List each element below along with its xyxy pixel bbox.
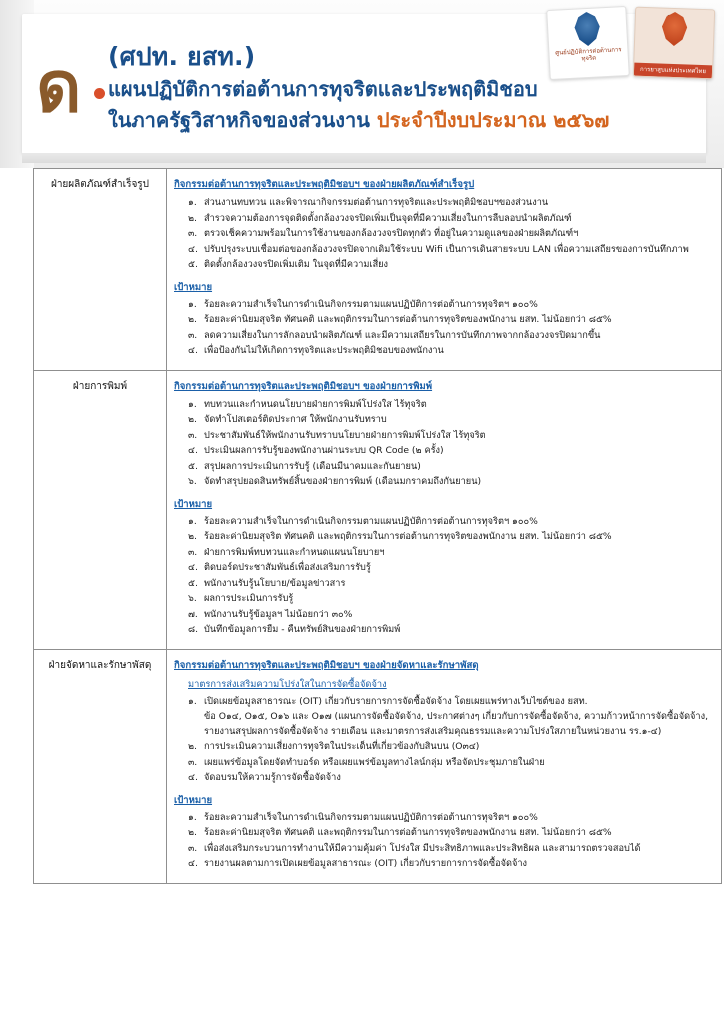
item-text: จัดอบรมให้ความรู้การจัดซื้อจัดจ้าง: [204, 772, 341, 783]
item-text: เปิดเผยข้อมูลสาธารณะ (OIT) เกี่ยวกับรายการการจัดซื้อจัดจ้าง โดยเผยแพร่ทางเว็บไซต์ของ ยสท.: [204, 695, 588, 707]
item-text: ร้อยละความสำเร็จในการดำเนินกิจกรรมตามแผนปฏิบัติการต่อต้านการทุจริตฯ ๑๐๐%: [204, 515, 538, 527]
emblem-anticorruption-center: [546, 6, 630, 80]
item-text: ติดบอร์ดประชาสัมพันธ์เพื่อส่งเสริมการรับรู้: [204, 562, 371, 573]
logo-dot-icon: [94, 88, 105, 99]
tobacco-authority-logo: [36, 46, 102, 128]
list-item: [174, 811, 714, 826]
list-item: [174, 313, 714, 328]
document-subtitle-main: ในภาครัฐวิสาหกิจของส่วนงาน: [108, 108, 370, 132]
list-item: [174, 771, 714, 786]
item-text: ลดความเสี่ยงในการลักลอบนำผลิตภัณฑ์ และมีความเสถียรในการบันทึกภาพจากกล้องวงจรปิดมากขึ้น: [204, 329, 601, 341]
item-text: ร้อยละความสำเร็จในการดำเนินกิจกรรมตามแผนปฏิบัติการต่อต้านการทุจริตฯ ๑๐๐%: [204, 298, 538, 310]
document-header: [0, 0, 724, 168]
list-item: [174, 623, 714, 638]
emblem-right-ribbon: การยาสูบแห่งประเทศไทย: [634, 63, 712, 79]
table-row: [34, 169, 722, 371]
item-number: ๔.: [188, 562, 198, 573]
item-number: ๒.: [188, 741, 197, 752]
item-text: จัดทำสรุปยอดสินทรัพย์สิ้นของฝ่ายการพิมพ์ (เดือนมกราคมถึงกันยายน): [204, 476, 482, 487]
list-item: [174, 857, 714, 872]
goal-heading: เป้าหมาย: [174, 281, 213, 293]
item-text: ประชาสัมพันธ์ให้พนักงานรับทราบนโยบายฝ่ายการพิมพ์โปร่งใส ไร้ทุจริต: [204, 429, 486, 441]
emblem-left-caption: ศูนย์ปฏิบัติการต่อต้านการทุจริต: [555, 46, 622, 63]
item-number: ๔.: [188, 243, 198, 255]
list-item: [174, 398, 714, 413]
item-number: ๕.: [188, 259, 198, 270]
item-text: ตรวจเช็คความพร้อมในการใช้งานของกล้องวงจรปิดทุกตัว ที่อยู่ในความดูแลของฝ่ายผลิตภัณฑ์ฯ: [204, 228, 579, 239]
list-item: [174, 429, 714, 444]
list-item: [174, 577, 714, 592]
item-number: ๔.: [188, 858, 198, 869]
logo-glyph-icon: ด: [36, 46, 82, 128]
table-row: [34, 370, 722, 649]
item-text: ส่วนงานทบทวน และพิจารณากิจกรรมต่อต้านการทุจริตและประพฤติมิชอบฯของส่วนงาน: [204, 197, 549, 208]
list-item: [174, 298, 714, 313]
item-number: ๑.: [188, 695, 197, 707]
list-item: [174, 212, 714, 227]
list-item: [174, 826, 714, 841]
item-text: ติดตั้งกล้องวงจรปิดเพิ่มเติม ในจุดที่มีความเสี่ยง: [204, 259, 389, 270]
unit-name-cell: ฝ่ายการพิมพ์: [34, 370, 167, 649]
org-abbrev: (ศปท. ยสท.): [108, 42, 256, 71]
list-item: [174, 196, 714, 211]
list-item: [174, 329, 714, 344]
activities-cell: [167, 370, 722, 649]
goal-list: [174, 811, 714, 872]
item-number: ๒.: [188, 314, 197, 325]
item-number: ๔.: [188, 345, 198, 356]
item-number: ๕.: [188, 577, 198, 589]
list-item: [174, 475, 714, 490]
item-text: ฝ่ายการพิมพ์ทบทวนและกำหนดแผนนโยบายฯ: [204, 546, 385, 558]
item-number: ๒.: [188, 212, 197, 224]
page-bottom-space: [33, 884, 691, 902]
unit-name-cell: ฝ่ายจัดหาและรักษาพัสดุ: [34, 649, 167, 883]
item-number: ๒.: [188, 827, 197, 838]
item-number: [188, 710, 204, 739]
item-text: สำรวจความต้องการจุดติดตั้งกล้องวงจรปิดเพิ่มเป็นจุดที่มีความเสี่ยงในการลืบลอบนำผลิตภัณฑ์: [204, 212, 572, 224]
goal-list: [174, 298, 714, 359]
list-item: [174, 413, 714, 428]
goal-heading: เป้าหมาย: [174, 498, 213, 510]
list-item: [174, 344, 714, 359]
activity-list: [174, 695, 714, 786]
section-heading: กิจกรรมต่อต้านการทุจริตและประพฤติมิชอบฯ ของฝ่ายการพิมพ์: [174, 380, 433, 392]
list-item: [174, 515, 714, 530]
action-plan-table: [33, 168, 722, 884]
list-item: [174, 740, 714, 755]
item-number: ๗.: [188, 608, 198, 620]
unit-name-cell: ฝ่ายผลิตภัณฑ์สำเร็จรูป: [34, 169, 167, 371]
item-text: พนักงานรับรู้ข้อมูลฯ ไม่น้อยกว่า ๓๐%: [204, 608, 353, 620]
goal-list: [174, 515, 714, 638]
item-text: การประเมินความเสี่ยงการทุจริตในประเด็นที่เกี่ยวข้องกับสินบน (O๓๔): [204, 741, 480, 752]
item-number: ๓.: [188, 842, 198, 854]
item-number: ๓.: [188, 756, 198, 768]
list-item: [174, 227, 714, 242]
document-content: [0, 168, 724, 902]
list-item: [174, 592, 714, 607]
item-number: ๑.: [188, 298, 197, 310]
list-item: [174, 608, 714, 623]
item-text: ข้อ O๑๔, O๑๕, O๑๖ และ O๑๗ (แผนการจัดซื้อจัดจ้าง, ประกาศต่างๆ เกี่ยวกับการจัดซื้อจัดจ้าง, ความก้าวหน้าการจัดซื้อจัดจ้าง, รายงานสรุปผลการจัดซื้อจัดจ้าง รายเดือน และมาตรการส่งเสริมคุณธรรมและความโปร่งใสภายในหน่วยงาน รร.๑-๔): [204, 711, 708, 737]
action-plan-body: [34, 169, 722, 884]
section-subheading: มาตรการส่งเสริมความโปร่งใสในการจัดซื้อจัดจ้าง: [188, 678, 387, 690]
table-row: [34, 649, 722, 883]
list-item: [174, 258, 714, 273]
list-item: [174, 546, 714, 561]
goal-heading: เป้าหมาย: [174, 794, 213, 806]
section-heading: กิจกรรมต่อต้านการทุจริตและประพฤติมิชอบฯ ของฝ่ายผลิตภัณฑ์สำเร็จรูป: [174, 179, 475, 190]
item-text: จัดทำโปสเตอร์ติดประกาศ ให้พนักงานรับทราบ: [204, 414, 387, 425]
list-item: [174, 756, 714, 771]
list-item: [174, 243, 714, 258]
item-number: ๑.: [188, 398, 197, 410]
item-number: ๑.: [188, 197, 197, 208]
emblem-seal-icon: [571, 11, 603, 47]
item-text: บันทึกข้อมูลการยืม - คืนทรัพย์สินของฝ่ายการพิมพ์: [204, 624, 401, 635]
item-number: ๖.: [188, 593, 197, 604]
list-item: [174, 460, 714, 475]
item-text: ผลการประเมินการรับรู้: [204, 593, 294, 604]
item-number: ๕.: [188, 460, 198, 472]
list-item: [174, 842, 714, 857]
item-number: ๓.: [188, 429, 198, 441]
item-number: ๓.: [188, 228, 198, 239]
list-item: [174, 530, 714, 545]
item-number: ๒.: [188, 414, 197, 425]
item-number: ๖.: [188, 476, 197, 487]
item-text: เผยแพร่ข้อมูลโดยจัดทำบอร์ด หรือเผยแพร่ข้อมูลทางไลน์กลุ่ม หรือจัดประชุมภายในฝ่าย: [204, 756, 545, 768]
item-number: ๘.: [188, 624, 199, 635]
document-subtitle: [108, 105, 628, 135]
emblem-tobacco-authority: [633, 7, 715, 80]
item-text: ร้อยละค่านิยมสุจริต ทัศนคติ และพฤติกรรมในการต่อต้านการทุจริตของพนักงาน ยสท. ไม่น้อยกว่า ๘๕%: [204, 531, 612, 542]
item-number: ๔.: [188, 772, 198, 783]
list-item: [174, 695, 714, 710]
item-text: รายงานผลตามการเปิดเผยข้อมูลสาธารณะ (OIT) เกี่ยวกับรายการการจัดซื้อจัดจ้าง: [204, 858, 527, 869]
item-text: ร้อยละค่านิยมสุจริต ทัศนคติ และพฤติกรรมในการต่อต้านการทุจริตของพนักงาน ยสท. ไม่น้อยกว่า ๘๕%: [204, 827, 612, 838]
item-text: พนักงานรับรู้นโยบาย/ข้อมูลข่าวสาร: [204, 577, 346, 589]
list-item: [174, 444, 714, 459]
item-text: ประเมินผลการรับรู้ของพนักงานผ่านระบบ QR Code (๒ ครั้ง): [204, 445, 444, 456]
item-number: ๓.: [188, 329, 198, 341]
item-text: เพื่อป้องกันไม่ให้เกิดการทุจริตและประพฤติมิชอบของพนักงาน: [204, 345, 444, 356]
item-number: ๑.: [188, 515, 197, 527]
item-text: เพื่อส่งเสริมกระบวนการทำงานให้มีความคุ้มค่า โปร่งใส มีประสิทธิภาพและประสิทธิผล และสามารถตรวจสอบได้: [204, 842, 641, 854]
document-title: แผนปฏิบัติการต่อต้านการทุจริตและประพฤติมิชอบ: [108, 77, 538, 101]
item-number: ๒.: [188, 531, 197, 542]
activities-cell: [167, 649, 722, 883]
item-text: สรุปผลการประเมินการรับรู้ (เดือนมีนาคมและกันยายน): [204, 460, 421, 472]
item-text: ร้อยละค่านิยมสุจริต ทัศนคติ และพฤติกรรมในการต่อต้านการทุจริตของพนักงาน ยสท. ไม่น้อยกว่า ๘๕%: [204, 314, 612, 325]
item-text: ร้อยละความสำเร็จในการดำเนินกิจกรรมตามแผนปฏิบัติการต่อต้านการทุจริตฯ ๑๐๐%: [204, 811, 538, 823]
activity-list: [174, 196, 714, 273]
item-number: ๔.: [188, 445, 198, 456]
item-text: ทบทวนและกำหนดนโยบายฝ่ายการพิมพ์โปร่งใส ไร้ทุจริต: [204, 398, 427, 410]
list-item-note: [174, 710, 714, 739]
item-text: ปรับปรุงระบบเชื่อมต่อของกล้องวงจรปิดจากเดิมใช้ระบบ Wifi เป็นการเดินสายระบบ LAN เพื่อความเสถียรของการบันทึกภาพ: [204, 243, 689, 255]
budget-year: ประจำปีงบประมาณ ๒๕๖๗: [376, 108, 610, 132]
section-heading: กิจกรรมต่อต้านการทุจริตและประพฤติมิชอบฯ ของฝ่ายจัดหาและรักษาพัสดุ: [174, 659, 479, 671]
item-number: ๓.: [188, 546, 198, 558]
item-number: ๑.: [188, 811, 197, 823]
list-item: [174, 561, 714, 576]
activities-cell: [167, 169, 722, 371]
activity-list: [174, 398, 714, 490]
